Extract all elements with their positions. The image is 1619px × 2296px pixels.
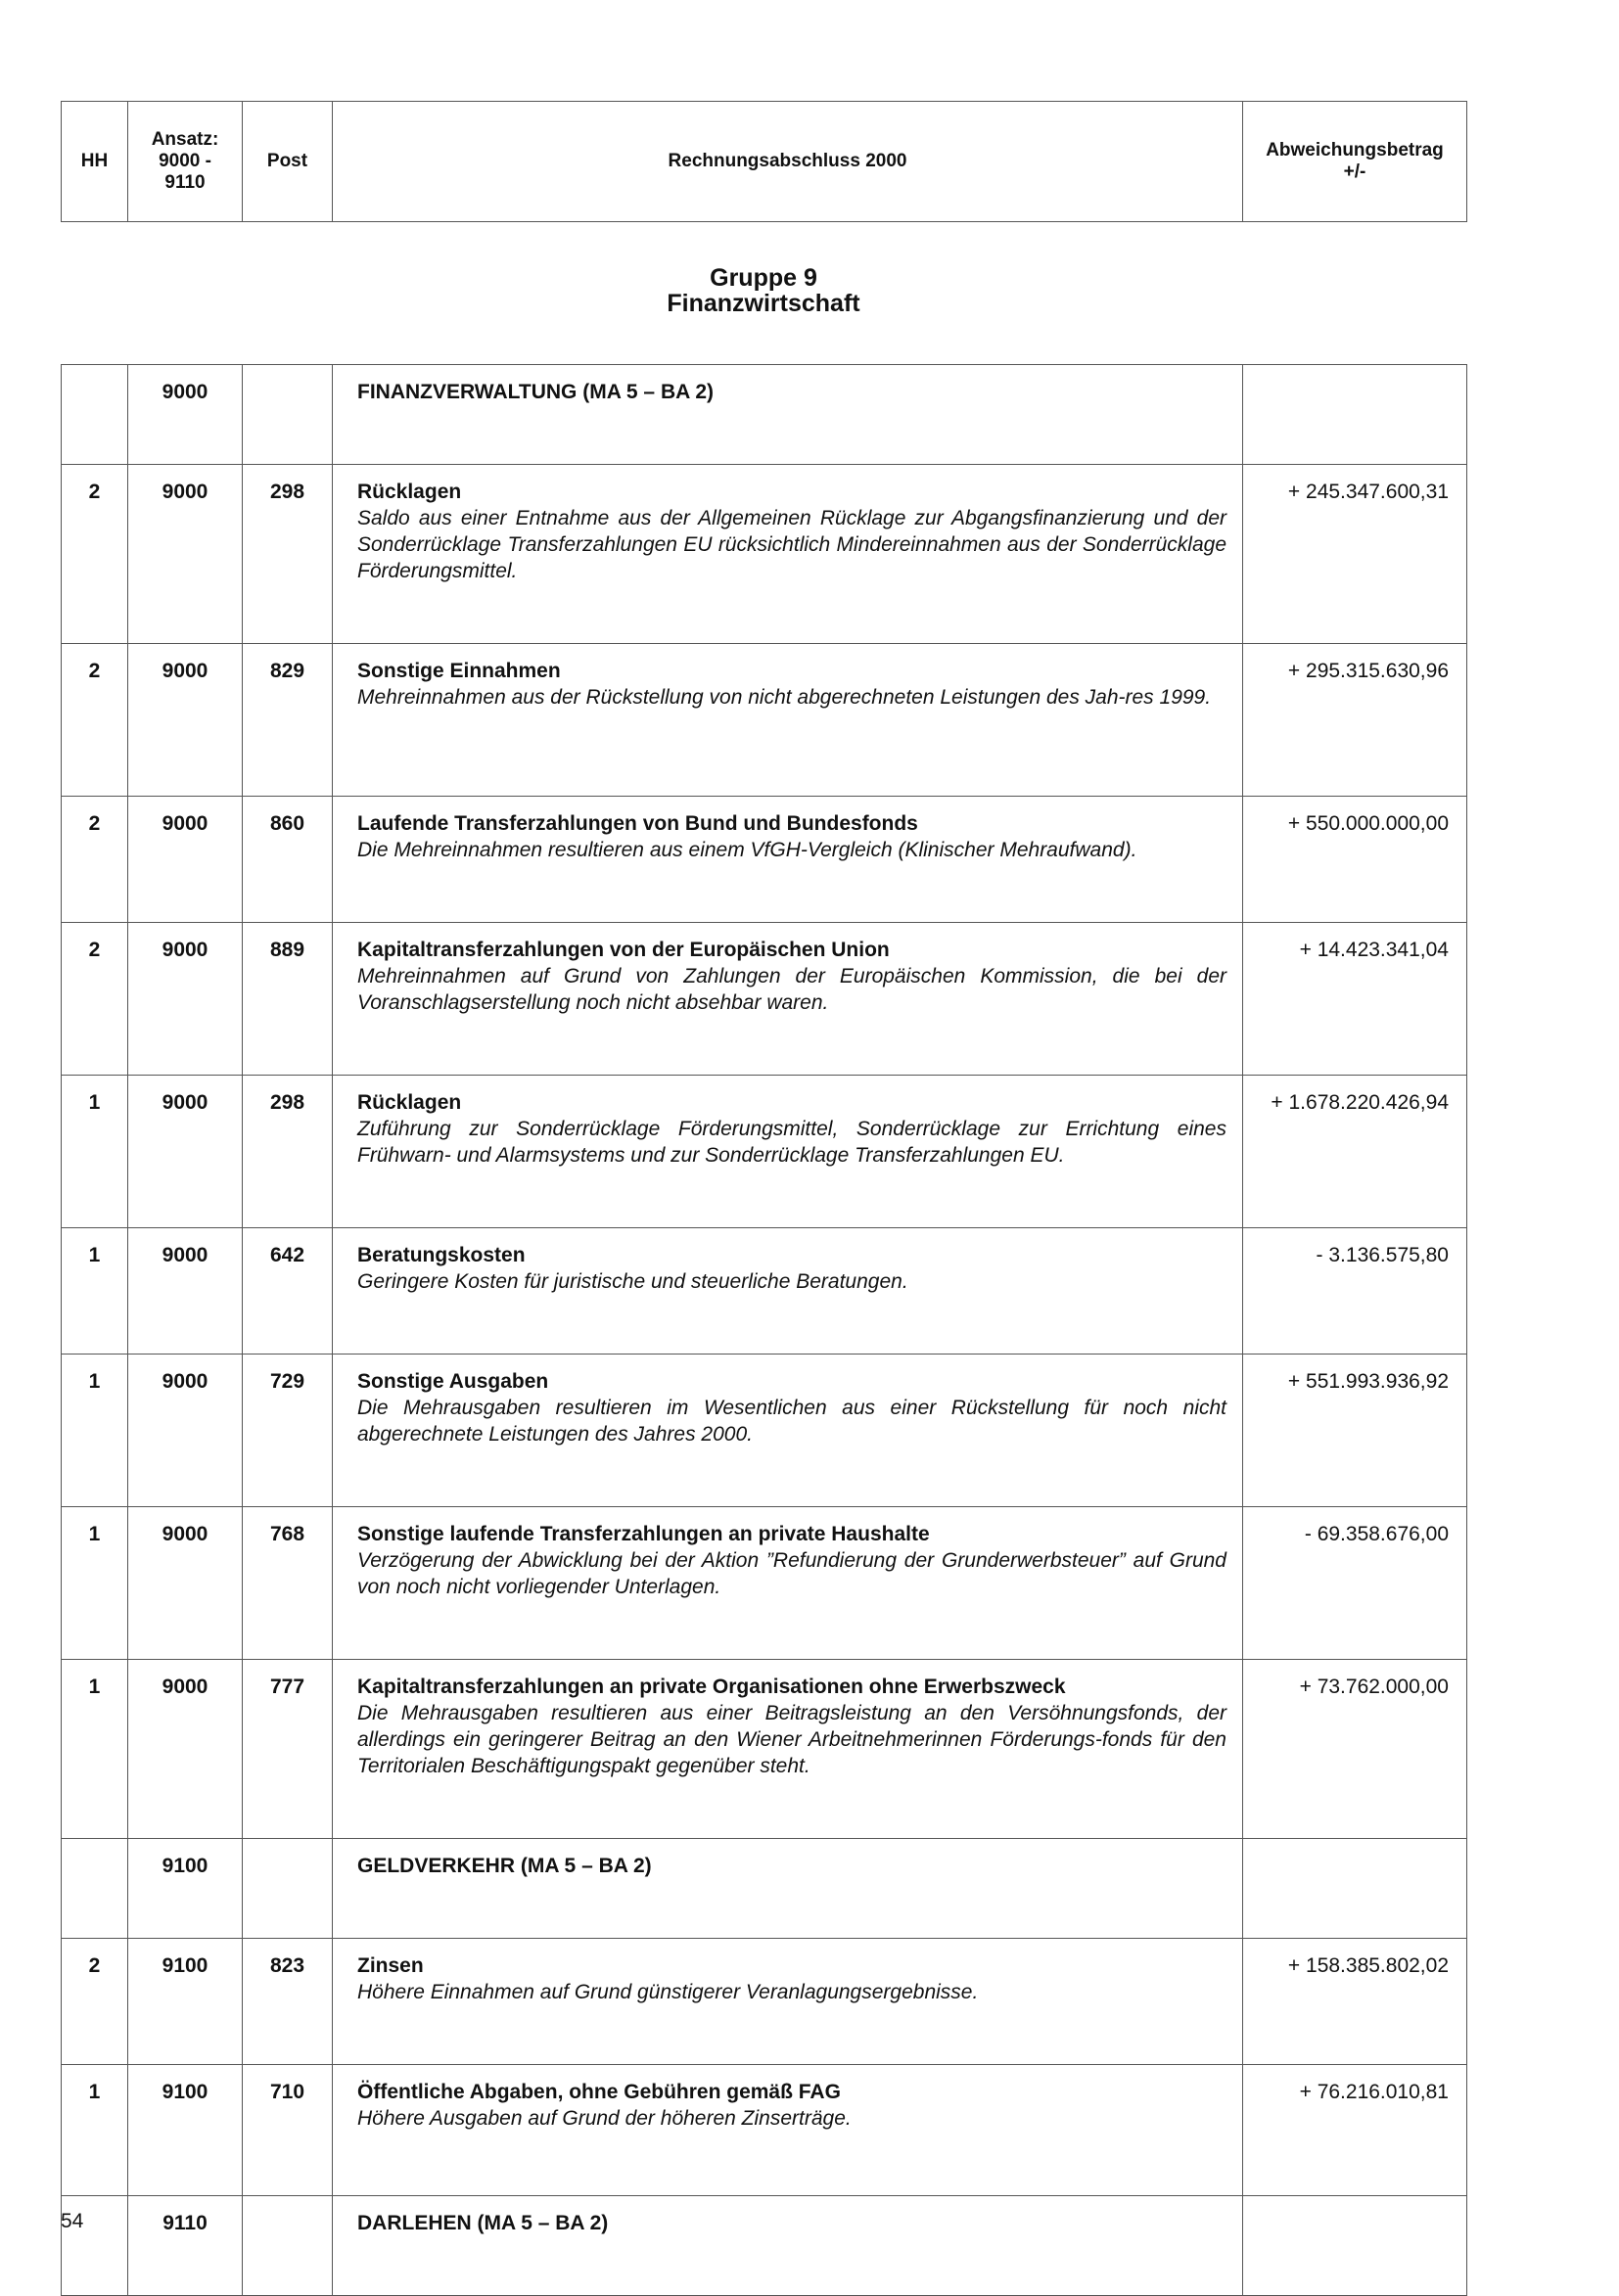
entry-description: Geringere Kosten für juristische und steuerliche Beratungen. xyxy=(357,1270,908,1293)
post-cell: 889 xyxy=(243,923,333,1076)
post-cell: 860 xyxy=(243,797,333,923)
entry-title: Rücklagen xyxy=(357,481,462,503)
section-row xyxy=(62,1839,1467,1939)
description-cell xyxy=(333,1839,1243,1939)
entry-description: Saldo aus einer Entnahme aus der Allgemeinen Rücklage zur Abgangsfinanzierung und der Sonderrücklage Transferzahlungen EU rücksichtlich Mindereinnahmen aus der Sonderrücklage Förderungsmittel. xyxy=(357,507,1226,582)
amount-cell: + 14.423.341,04 xyxy=(1243,923,1467,1076)
table-row xyxy=(62,644,1467,797)
entry-description: Zuführung zur Sonderrücklage Förderungsmittel, Sonderrücklage zur Errichtung eines Frühwarn- und Alarmsystems und zur Sonderrücklage Transferzahlungen EU. xyxy=(357,1118,1226,1167)
post-cell: 298 xyxy=(243,1076,333,1228)
post-cell: 768 xyxy=(243,1507,333,1660)
header-ansatz xyxy=(128,102,243,222)
hh-cell: 2 xyxy=(62,923,128,1076)
header-ansatz-line: 9000 - xyxy=(159,151,211,171)
ansatz-cell: 9000 xyxy=(128,1355,243,1507)
table-row xyxy=(62,1939,1467,2065)
hh-cell xyxy=(62,1839,128,1939)
amount-cell: + 1.678.220.426,94 xyxy=(1243,1076,1467,1228)
column-header-row xyxy=(62,102,1467,222)
page-number: 54 xyxy=(61,2210,84,2232)
post-cell: 823 xyxy=(243,1939,333,2065)
description-cell xyxy=(333,365,1243,465)
section-row xyxy=(62,2196,1467,2296)
ansatz-cell: 9000 xyxy=(128,465,243,644)
post-cell xyxy=(243,1839,333,1939)
hh-cell: 1 xyxy=(62,1355,128,1507)
hh-cell: 1 xyxy=(62,1076,128,1228)
ansatz-cell: 9110 xyxy=(128,2196,243,2296)
entry-title: Sonstige Ausgaben xyxy=(357,1370,549,1393)
table-row xyxy=(62,1228,1467,1355)
hh-cell: 2 xyxy=(62,465,128,644)
entry-description: Höhere Ausgaben auf Grund der höheren Zinserträge. xyxy=(357,2107,852,2130)
post-cell: 298 xyxy=(243,465,333,644)
post-cell: 642 xyxy=(243,1228,333,1355)
group-number: Gruppe 9 xyxy=(710,264,817,292)
amount-cell: + 551.993.936,92 xyxy=(1243,1355,1467,1507)
section-title: GELDVERKEHR (MA 5 – BA 2) xyxy=(357,1855,652,1877)
entry-title: Zinsen xyxy=(357,1954,424,1977)
table-row xyxy=(62,2065,1467,2196)
header-post: Post xyxy=(243,102,333,222)
ansatz-cell: 9000 xyxy=(128,644,243,797)
entry-title: Kapitaltransferzahlungen von der Europäischen Union xyxy=(357,939,890,961)
ansatz-cell: 9100 xyxy=(128,2065,243,2196)
hh-cell: 2 xyxy=(62,644,128,797)
hh-cell: 1 xyxy=(62,1660,128,1839)
description-cell xyxy=(333,1660,1243,1839)
description-cell xyxy=(333,644,1243,797)
amount-cell: + 245.347.600,31 xyxy=(1243,465,1467,644)
table-row xyxy=(62,923,1467,1076)
header-amount-line: +/- xyxy=(1343,161,1366,182)
amount-cell xyxy=(1243,365,1467,465)
description-cell xyxy=(333,2065,1243,2196)
ansatz-cell: 9000 xyxy=(128,797,243,923)
entry-description: Mehreinnahmen aus der Rückstellung von nicht abgerechneten Leistungen des Jah-res 1999. xyxy=(357,686,1212,709)
header-hh: HH xyxy=(62,102,128,222)
header-amount xyxy=(1243,102,1467,222)
post-cell xyxy=(243,2196,333,2296)
amount-cell: + 158.385.802,02 xyxy=(1243,1939,1467,2065)
table-row xyxy=(62,465,1467,644)
ansatz-cell: 9100 xyxy=(128,1839,243,1939)
ansatz-cell: 9000 xyxy=(128,923,243,1076)
hh-cell xyxy=(62,365,128,465)
table-row xyxy=(62,797,1467,923)
ansatz-cell: 9000 xyxy=(128,1228,243,1355)
section-row xyxy=(62,365,1467,465)
header-amount-line: Abweichungsbetrag xyxy=(1266,140,1444,161)
entry-description: Höhere Einnahmen auf Grund günstigerer Veranlagungsergebnisse. xyxy=(357,1981,979,2003)
description-cell xyxy=(333,923,1243,1076)
amount-cell xyxy=(1243,2196,1467,2296)
header-title: Rechnungsabschluss 2000 xyxy=(333,102,1243,222)
description-cell xyxy=(333,1507,1243,1660)
ansatz-cell: 9000 xyxy=(128,365,243,465)
amount-cell xyxy=(1243,1839,1467,1939)
ansatz-cell: 9000 xyxy=(128,1076,243,1228)
amount-cell: + 295.315.630,96 xyxy=(1243,644,1467,797)
amount-cell: - 69.358.676,00 xyxy=(1243,1507,1467,1660)
hh-cell: 1 xyxy=(62,2065,128,2196)
entry-description: Verzögerung der Abwicklung bei der Aktion ”Refundierung der Grunderwerbsteuer” auf Grund von noch nicht vorliegender Unterlagen. xyxy=(357,1549,1226,1598)
hh-cell: 2 xyxy=(62,797,128,923)
table-row xyxy=(62,1507,1467,1660)
entry-description: Die Mehrausgaben resultieren aus einer Beitragsleistung an den Versöhnungsfonds, der allerdings ein geringerer Beitrag an den Wiener Arbeitnehmerinnen Förderungs-fonds für den Territorialen Beschäftigungspakt gegenüber steht. xyxy=(357,1702,1226,1777)
section-title: DARLEHEN (MA 5 – BA 2) xyxy=(357,2212,609,2234)
hh-cell: 1 xyxy=(62,1228,128,1355)
entry-description: Die Mehrausgaben resultieren im Wesentlichen aus einer Rückstellung für noch nicht abgerechnete Leistungen des Jahres 2000. xyxy=(357,1397,1226,1446)
entry-title: Laufende Transferzahlungen von Bund und Bundesfonds xyxy=(357,812,918,835)
ansatz-cell: 9000 xyxy=(128,1507,243,1660)
post-cell: 829 xyxy=(243,644,333,797)
ansatz-cell: 9000 xyxy=(128,1660,243,1839)
amount-cell: + 550.000.000,00 xyxy=(1243,797,1467,923)
column-header-table xyxy=(61,101,1467,222)
table-row xyxy=(62,1660,1467,1839)
table-row xyxy=(62,1076,1467,1228)
description-cell xyxy=(333,797,1243,923)
entry-title: Rücklagen xyxy=(357,1091,462,1114)
post-cell xyxy=(243,365,333,465)
description-cell xyxy=(333,1076,1243,1228)
entry-title: Kapitaltransferzahlungen an private Organisationen ohne Erwerbszweck xyxy=(357,1676,1066,1698)
description-cell xyxy=(333,465,1243,644)
table-body xyxy=(62,365,1467,2296)
entry-description: Die Mehreinnahmen resultieren aus einem VfGH-Vergleich (Klinischer Mehraufwand). xyxy=(357,839,1137,861)
ansatz-cell: 9100 xyxy=(128,1939,243,2065)
budget-deviation-table xyxy=(61,364,1467,2296)
entry-title: Sonstige Einnahmen xyxy=(357,660,561,682)
description-cell xyxy=(333,1355,1243,1507)
description-cell xyxy=(333,1228,1243,1355)
section-title: FINANZVERWALTUNG (MA 5 – BA 2) xyxy=(357,381,715,403)
header-ansatz-line: Ansatz: xyxy=(151,129,219,150)
post-cell: 729 xyxy=(243,1355,333,1507)
header-ansatz-line: 9110 xyxy=(164,172,206,193)
amount-cell: + 73.762.000,00 xyxy=(1243,1660,1467,1839)
description-cell xyxy=(333,2196,1243,2296)
amount-cell: - 3.136.575,80 xyxy=(1243,1228,1467,1355)
post-cell: 710 xyxy=(243,2065,333,2196)
hh-cell: 1 xyxy=(62,1507,128,1660)
description-cell xyxy=(333,1939,1243,2065)
post-cell: 777 xyxy=(243,1660,333,1839)
entry-title: Sonstige laufende Transferzahlungen an private Haushalte xyxy=(357,1523,930,1545)
hh-cell: 2 xyxy=(62,1939,128,2065)
table-row xyxy=(62,1355,1467,1507)
group-name: Finanzwirtschaft xyxy=(667,290,860,317)
amount-cell: + 76.216.010,81 xyxy=(1243,2065,1467,2196)
entry-title: Öffentliche Abgaben, ohne Gebühren gemäß FAG xyxy=(357,2081,841,2103)
group-heading xyxy=(61,265,1466,316)
entry-title: Beratungskosten xyxy=(357,1244,526,1266)
entry-description: Mehreinnahmen auf Grund von Zahlungen der Europäischen Kommission, die bei der Voranschlagserstellung noch nicht absehbar waren. xyxy=(357,965,1226,1014)
